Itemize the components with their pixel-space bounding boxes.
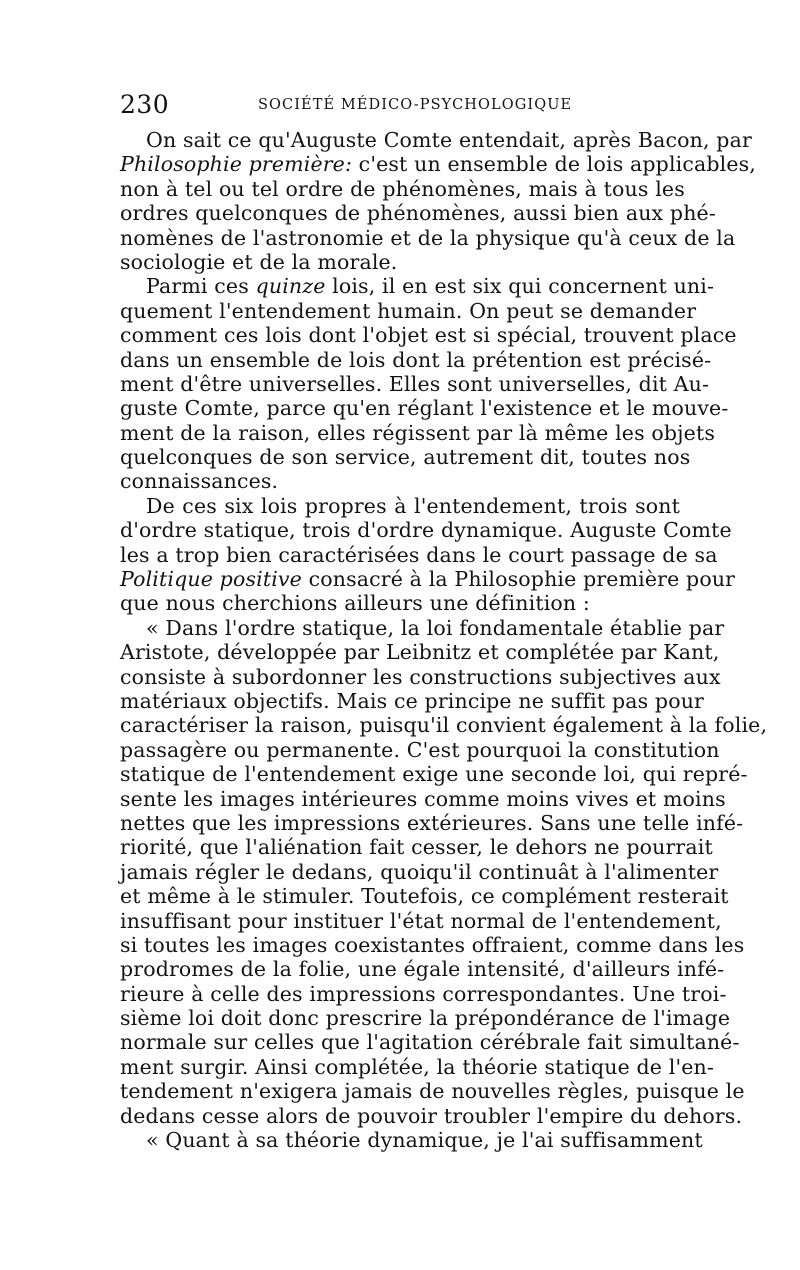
text-segment: jamais régler le dedans, quoiqu'il continuât à l'alimenter <box>120 859 719 884</box>
text-segment: nettes que les impressions extérieures. Sans une telle infé- <box>120 810 744 835</box>
text-segment: « Quant à sa théorie dynamique, je l'ai suffisamment <box>146 1128 703 1153</box>
paragraph <box>120 493 736 616</box>
text-line <box>120 225 736 250</box>
text-segment: connaissances. <box>120 469 279 494</box>
text-segment: dedans cesse alors de pouvoir troubler l'empire du dehors. <box>120 1103 743 1128</box>
text-line <box>120 957 725 982</box>
text-line <box>120 1030 740 1055</box>
paragraph <box>120 615 768 1128</box>
text-line <box>120 932 745 957</box>
text-line <box>120 347 712 372</box>
text-segment: On sait ce qu'Auguste Comte entendait, après Bacon, par <box>146 128 752 152</box>
text-line <box>120 250 680 274</box>
text-line <box>120 469 680 493</box>
page-header <box>120 90 680 130</box>
text-line <box>120 640 720 665</box>
text-line <box>120 128 752 152</box>
paragraph <box>120 128 756 274</box>
text-line <box>120 713 768 738</box>
text-line <box>120 884 729 909</box>
text-segment: ment de la raison, elles régissent par là même les objets <box>120 420 716 445</box>
text-segment: nomènes de l'astronomie et de la physique qu'à ceux de la <box>120 225 736 250</box>
text-line <box>120 323 737 348</box>
text-segment: quement l'entendement humain. On peut se demander <box>120 298 697 323</box>
text-line <box>120 1006 731 1031</box>
text-segment: d'ordre statique, trois d'ordre dynamique. Auguste Comte <box>120 518 732 543</box>
italic-text: quinze <box>255 274 326 299</box>
text-segment: riorité, que l'aliénation fait cesser, le dehors ne pourrait <box>120 835 713 860</box>
text-line <box>120 737 720 762</box>
text-segment: matériaux objectifs. Mais ce principe ne suffit pas pour <box>120 688 704 713</box>
text-segment: non à tel ou tel ordre de phénomènes, mais à tous les <box>120 176 685 201</box>
italic-text: Politique positive <box>120 567 302 592</box>
text-line <box>120 298 697 323</box>
text-line <box>120 664 721 689</box>
text-line <box>120 567 736 592</box>
text-segment: passagère ou permanente. C'est pourquoi la constitution <box>120 737 720 762</box>
text-line <box>120 445 691 470</box>
text-line <box>120 274 715 299</box>
text-line <box>120 688 704 713</box>
text-line <box>120 371 710 396</box>
text-segment: tendement n'exigera jamais de nouvelles règles, puisque le <box>120 1079 745 1104</box>
text-segment: sième loi doit donc prescrire la prépondérance de l'image <box>120 1006 731 1031</box>
text-segment: ment d'être universelles. Elles sont universelles, dit Au- <box>120 371 710 396</box>
text-segment: quelconques de son service, autrement dit, toutes nos <box>120 445 691 470</box>
text-segment: caractériser la raison, puisqu'il convient également à la folie, <box>120 713 768 738</box>
text-segment: c'est un ensemble de lois applicables, <box>352 152 756 177</box>
page-number: 230 <box>120 90 170 119</box>
text-segment: consacré à la Philosophie première pour <box>301 567 736 592</box>
text-line <box>120 1128 703 1153</box>
text-segment: si toutes les images coexistantes offraient, comme dans les <box>120 932 745 957</box>
text-segment: sente les images intérieures comme moins vives et moins <box>120 786 726 811</box>
text-line <box>120 835 713 860</box>
text-line <box>120 762 748 787</box>
text-line <box>120 518 732 543</box>
text-line <box>120 615 725 640</box>
text-line <box>120 1103 743 1128</box>
running-head: SOCIÉTÉ MÉDICO-PSYCHOLOGIQUE <box>258 97 573 113</box>
text-segment: De ces six lois propres à l'entendement, trois sont <box>146 493 680 518</box>
text-segment: sociologie et de la morale. <box>120 249 398 274</box>
text-line <box>120 542 718 567</box>
paragraph <box>120 274 737 494</box>
text-segment: insuffisant pour instituer l'état normal de l'entendement, <box>120 908 722 933</box>
text-line <box>120 201 716 226</box>
text-line <box>120 420 716 445</box>
text-segment: dans un ensemble de lois dont la prétention est précisé- <box>120 347 712 372</box>
text-line <box>120 908 722 933</box>
text-segment: Parmi ces <box>146 274 256 299</box>
text-line <box>120 1079 745 1104</box>
body-text <box>120 128 768 1153</box>
text-segment: ment surgir. Ainsi complétée, la théorie statique de l'en- <box>120 1054 714 1079</box>
text-line <box>120 1054 714 1079</box>
text-segment: « Dans l'ordre statique, la loi fondamentale établie par <box>146 615 725 640</box>
text-segment: rieure à celle des impressions correspondantes. Une troi- <box>120 981 727 1006</box>
text-segment: lois, il en est six qui concernent uni- <box>325 274 715 299</box>
text-segment: comment ces lois dont l'objet est si spécial, trouvent place <box>120 323 737 348</box>
text-segment: ordres quelconques de phénomènes, aussi bien aux phé- <box>120 201 716 226</box>
paragraph <box>120 1128 703 1153</box>
text-segment: les a trop bien caractérisées dans le court passage de sa <box>120 542 718 567</box>
text-segment: Aristote, développée par Leibnitz et complétée par Kant, <box>120 640 720 665</box>
text-line <box>120 396 729 421</box>
text-line <box>120 786 726 811</box>
text-line <box>120 810 744 835</box>
text-line <box>120 176 685 201</box>
text-segment: prodromes de la folie, une égale intensité, d'ailleurs infé- <box>120 957 725 982</box>
text-line <box>120 981 727 1006</box>
text-segment: consiste à subordonner les constructions subjectives aux <box>120 664 721 689</box>
text-line <box>120 591 680 615</box>
text-segment: guste Comte, parce qu'en réglant l'existence et le mouve- <box>120 396 729 421</box>
italic-text: Philosophie première: <box>120 152 353 177</box>
text-line <box>120 859 719 884</box>
text-segment: statique de l'entendement exige une seconde loi, qui repré- <box>120 762 748 787</box>
text-segment: normale sur celles que l'agitation cérébrale fait simultané- <box>120 1030 740 1055</box>
text-line <box>120 494 680 518</box>
text-line <box>120 152 756 177</box>
text-segment: et même à le stimuler. Toutefois, ce complément resterait <box>120 884 729 909</box>
text-segment: que nous cherchions ailleurs une définition : <box>120 591 590 616</box>
